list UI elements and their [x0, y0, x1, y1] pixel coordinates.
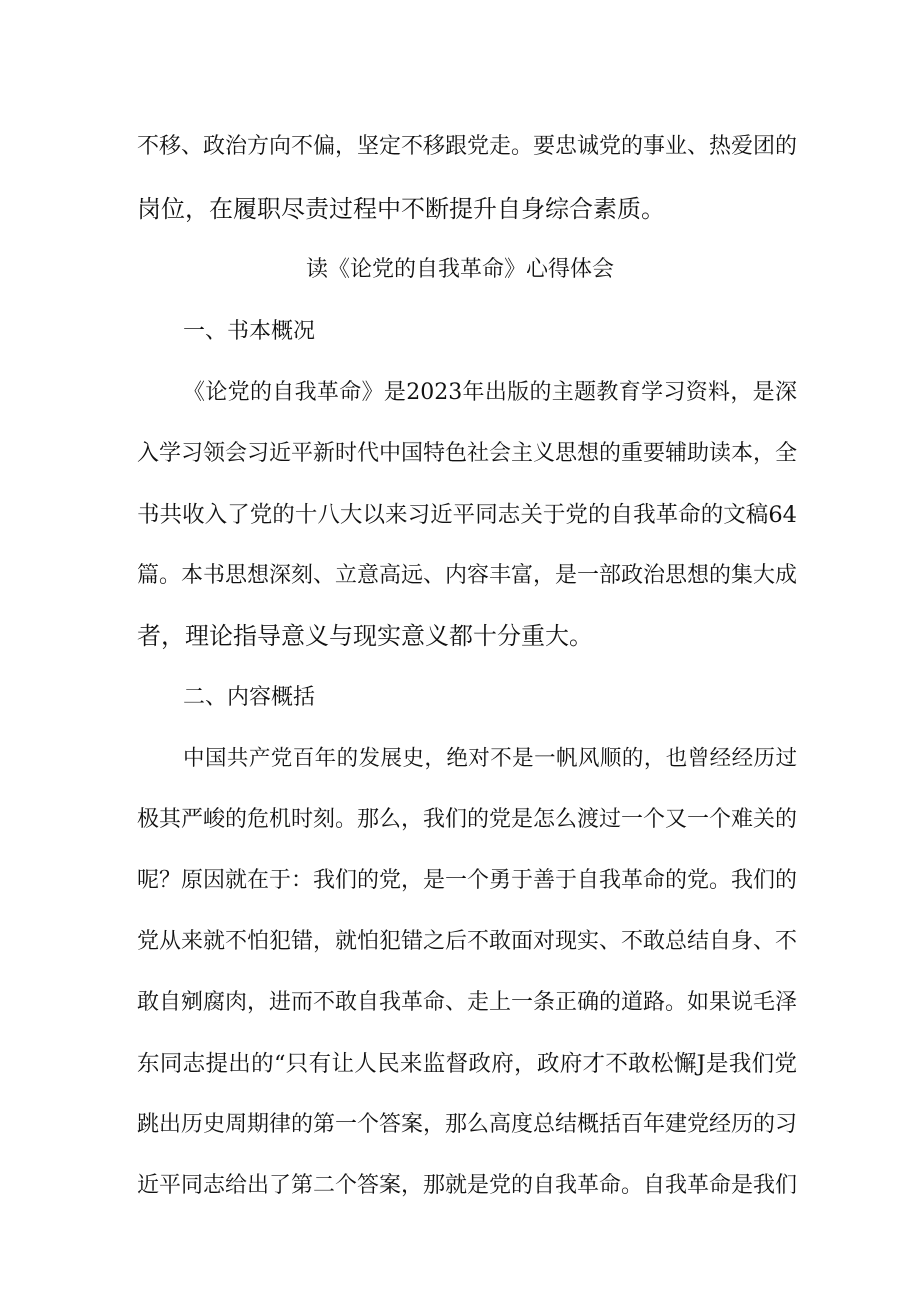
- summary-line-3: 呢？原因就在于：我们的党，是一个勇于善于自我革命的党。我们的: [137, 868, 798, 893]
- section-heading-summary: 二、内容概括: [183, 685, 316, 710]
- section-heading-overview: 一、书本概况: [183, 319, 316, 344]
- overview-line-2: 入学习领会习近平新时代中国特色社会主义思想的重要辅助读本，全: [137, 441, 798, 466]
- continuation-line-1: 不移、政治方向不偏，坚定不移跟党走。要忠诚党的事业、热爱团的: [137, 134, 798, 159]
- summary-line-6: 东同志提出的“只有让人民来监督政府，政府才不敢松懈J是我们党: [137, 1051, 797, 1077]
- summary-line-4: 党从来就不怕犯错，就怕犯错之后不敢面对现实、不敢总结自身、不: [137, 929, 798, 954]
- summary-line-2: 极其严峻的危机时刻。那么，我们的党是怎么渡过一个又一个难关的: [137, 807, 798, 832]
- continuation-line-2: 岗位，在履职尽责过程中不断提升自身综合素质。: [137, 195, 665, 223]
- summary-line-8: 近平同志给出了第二个答案，那就是党的自我革命。自我革命是我们: [137, 1173, 798, 1198]
- overview-line-3: 书共收入了党的十八大以来习近平同志关于党的自我革命的文稿64: [137, 502, 797, 528]
- overview-line-4: 篇。本书思想深刻、立意高远、内容丰富，是一部政治思想的集大成: [137, 563, 798, 588]
- article-title: 读《论党的自我革命》心得体会: [305, 257, 614, 282]
- overview-line-1: 《论党的自我革命》是2023年出版的主题教育学习资料，是深: [183, 380, 797, 405]
- summary-line-7: 跳出历史周期律的第一个答案，那么高度总结概括百年建党经历的习: [137, 1112, 798, 1137]
- summary-line-1: 中国共产党百年的发展史，绝对不是一帆风顺的，也曾经经历过: [183, 746, 797, 771]
- summary-line-5: 敢自剜腐肉，进而不敢自我革命、走上一条正确的道路。如果说毛泽: [137, 990, 798, 1015]
- overview-line-5: 者，理论指导意义与现实意义都十分重大。: [137, 622, 593, 650]
